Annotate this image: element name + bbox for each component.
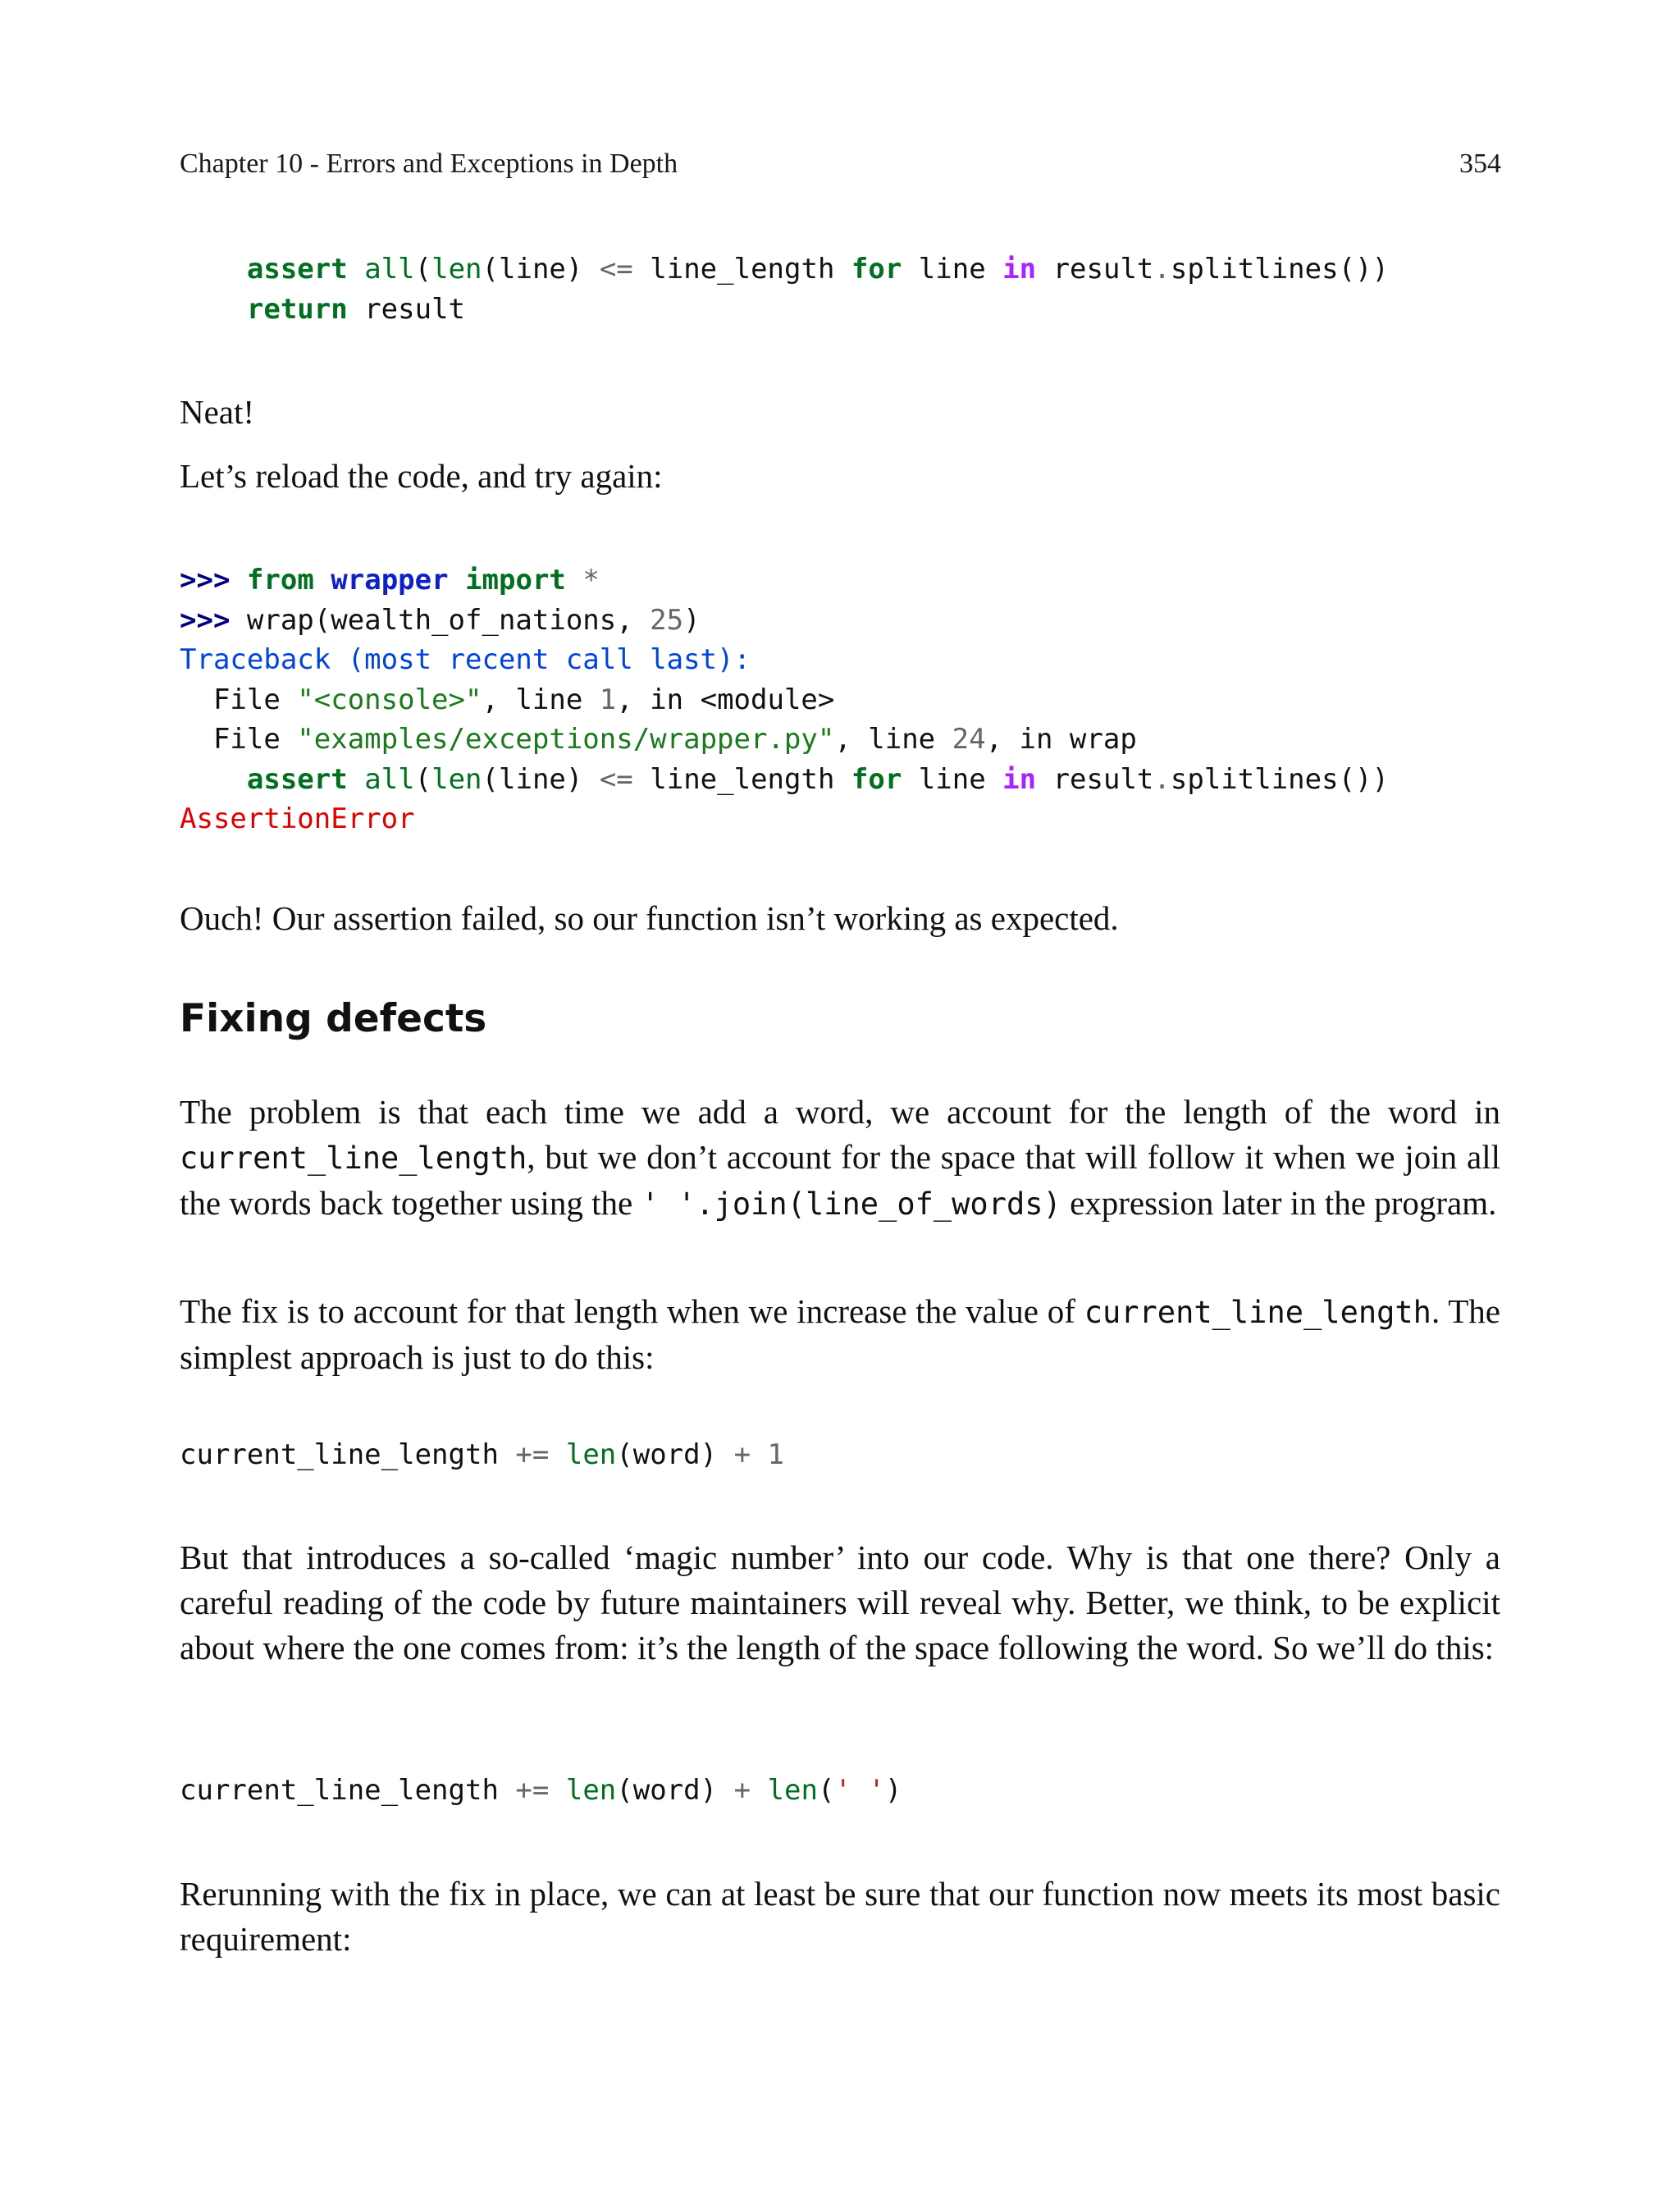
code-keyword: for (851, 762, 902, 796)
code-keyword: in (1002, 762, 1037, 796)
assertion-error: AssertionError (180, 802, 415, 835)
paragraph-reload: Let’s reload the code, and try again: (180, 457, 663, 495)
code-text: (line) (482, 762, 600, 796)
code-operator: += (515, 1438, 550, 1471)
code-block-fix-len (180, 1771, 902, 1811)
code-block-assert: assert all(len(line) <= line_length for line in result.splitlines()) return result (246, 253, 1389, 326)
paragraph-rerun: Rerunning with the fix in place, we can at least be sure that our function now meets its most basic requirement: (180, 1875, 1500, 1958)
page-number: 354 (1459, 149, 1501, 179)
code-string: "<console>" (297, 683, 482, 716)
inline-code: current_line_length (180, 1140, 527, 1176)
code-text: splitlines()) (1170, 253, 1389, 286)
paragraph-neat: Neat! (180, 393, 255, 431)
code-text: current_line_length (180, 1774, 516, 1807)
code-text: (word) (616, 1438, 734, 1471)
paragraph-fix (180, 1289, 1500, 1380)
code-text (549, 1438, 565, 1471)
paragraph-text: The fix is to account for that length when we increase the value of (180, 1292, 1084, 1330)
code-text: , in wrap (985, 723, 1137, 756)
code-text: line (902, 762, 1003, 796)
code-text: result (1036, 253, 1154, 286)
code-text: line_length (632, 762, 851, 796)
paragraph-text: expression later in the program. (1061, 1184, 1497, 1222)
paragraph-text: , but we don’t account for the space that will follow it when we join all the words back together using the (180, 1138, 1500, 1222)
code-number: 24 (952, 723, 986, 756)
code-text: line_length (632, 253, 851, 286)
inline-code: current_line_length (1084, 1295, 1431, 1330)
code-text: splitlines()) (1170, 762, 1389, 796)
code-string: ' ' (834, 1774, 885, 1807)
code-keyword: import (465, 564, 566, 597)
paragraph-ouch: Ouch! Our assertion failed, so our function isn’t working as expected. (180, 899, 1119, 937)
traceback-header: Traceback (most recent call last): (180, 643, 751, 676)
running-header-chapter: Chapter 10 - Errors and Exceptions in Depth (180, 149, 678, 179)
code-keyword: assert (246, 762, 348, 796)
code-builtin: len (565, 1438, 617, 1471)
code-keyword: assert (246, 253, 348, 286)
section-heading: Fixing defects (180, 996, 487, 1041)
code-builtin: len (767, 1774, 818, 1807)
code-operator: . (1153, 762, 1171, 796)
code-keyword: in (1002, 253, 1037, 286)
paragraph-text: The problem is that each time we add a word, we account for the length of the word in (180, 1093, 1500, 1131)
code-block-fix-number (180, 1435, 784, 1475)
code-string: "examples/exceptions/wrapper.py" (297, 723, 835, 756)
code-operator: + (733, 1438, 751, 1471)
code-text: current_line_length (180, 1438, 516, 1471)
console-prompt: >>> (180, 603, 231, 637)
code-text: , line (482, 683, 600, 716)
code-text (549, 1774, 565, 1807)
code-text: File (180, 683, 298, 716)
paragraph-problem (180, 1090, 1500, 1227)
code-text (751, 1438, 767, 1471)
paragraph-text: . The simplest approach is just to do this: (180, 1292, 1500, 1376)
code-builtin: len (431, 253, 482, 286)
code-text: ) (884, 1774, 902, 1807)
code-operator: . (1153, 253, 1171, 286)
code-number: 1 (599, 683, 617, 716)
code-text (751, 1774, 767, 1807)
code-text: wrap(wealth_of_nations, (230, 603, 651, 637)
code-operator: * (582, 564, 600, 597)
code-keyword: for (851, 253, 902, 286)
code-operator: <= (599, 253, 633, 286)
paragraph-magic-number: But that introduces a so-called ‘magic number’ into our code. Why is that one there? Only a careful reading of the code by future maintainers will reveal why. Better, we think, to be explicit about where the one comes from: it’s the length of the space following the word. So we’ll do this: (180, 1538, 1500, 1666)
code-text: result (347, 292, 466, 326)
code-text: (line) (482, 253, 600, 286)
code-number: 25 (650, 603, 684, 637)
code-keyword: from (246, 564, 314, 597)
code-builtin: all (364, 762, 415, 796)
code-builtin: len (431, 762, 482, 796)
code-number: 1 (767, 1438, 785, 1471)
code-block-console: >>> from wrapper import * >>> wrap(wealth_of_nations, 25) Traceback (most recent call last): File "<console>", line 1, in <module> File "examples/exceptions/wrapper.py", line 24, in wrap assert all(len(line) <= line_length for line in result.splitlines()) AssertionError (180, 564, 1389, 835)
code-text: result (1036, 762, 1154, 796)
code-text: (word) (616, 1774, 734, 1807)
code-text: ( (817, 1774, 835, 1807)
inline-code: ' '.join(line_of_words) (641, 1186, 1061, 1222)
code-module-name: wrapper (331, 564, 449, 597)
console-prompt: >>> (180, 564, 231, 597)
code-builtin: all (364, 253, 415, 286)
code-text: File (180, 723, 298, 756)
code-operator: += (515, 1774, 550, 1807)
code-text: , line (834, 723, 952, 756)
code-operator: <= (599, 762, 633, 796)
code-operator: + (733, 1774, 751, 1807)
code-text: ) (683, 603, 701, 637)
code-builtin: len (565, 1774, 617, 1807)
code-text: , in <module> (616, 683, 835, 716)
code-text: line (902, 253, 1003, 286)
code-keyword: return (246, 292, 348, 326)
